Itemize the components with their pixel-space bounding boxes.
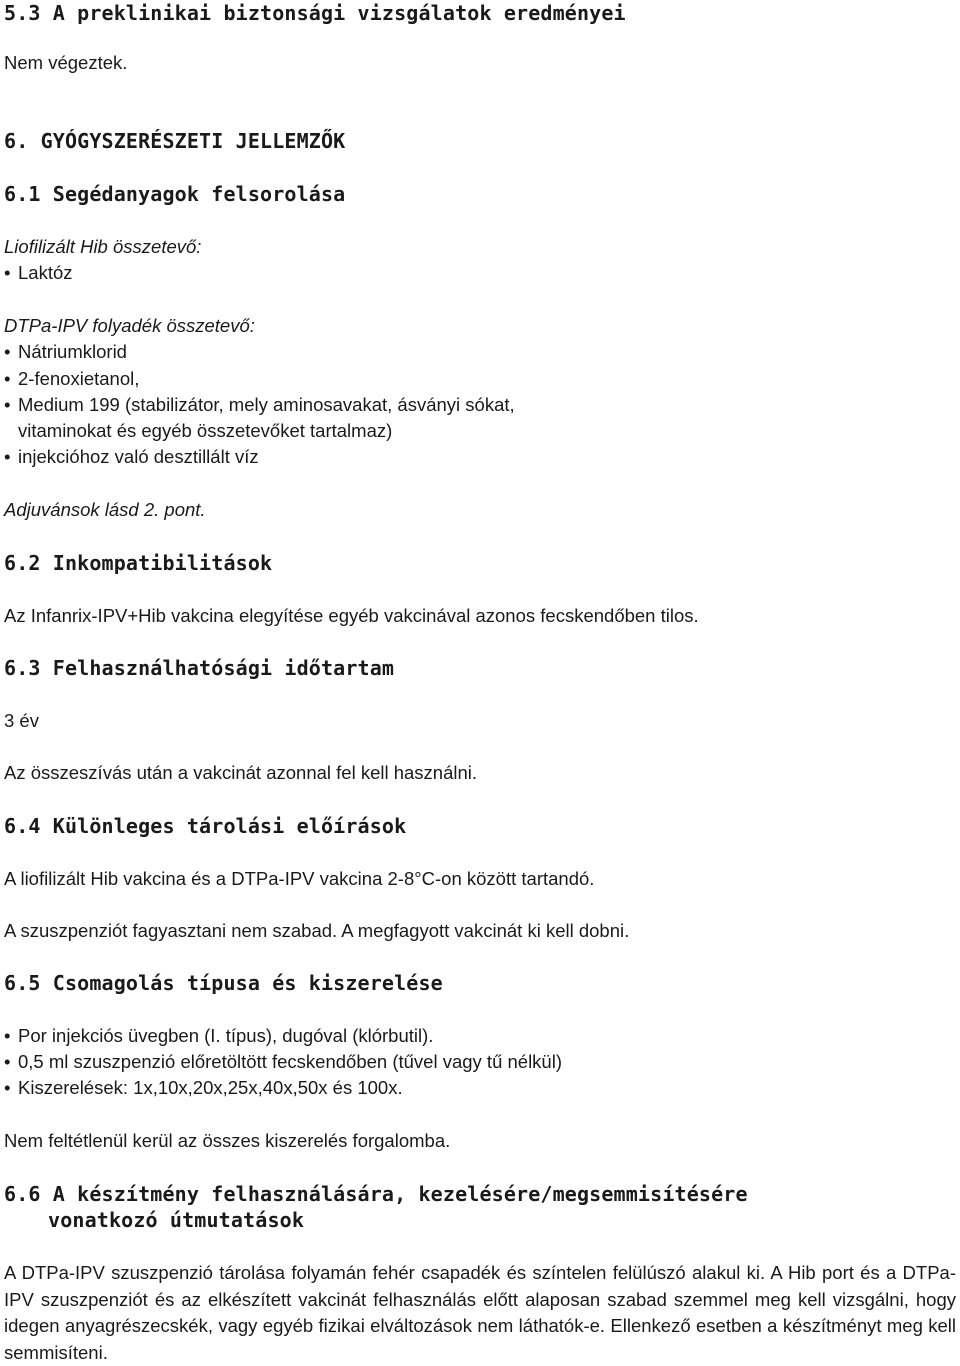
bullet-icon: •	[4, 1051, 11, 1072]
bullet-icon: •	[4, 446, 11, 467]
storage-temperature-text: A liofilizált Hib vakcina és a DTPa-IPV vakcina 2-8°C-on között tartandó.	[4, 868, 595, 889]
section-5-3-text: Nem végeztek.	[4, 52, 128, 73]
section-6-heading: 6. GYÓGYSZERÉSZETI JELLEMZŐK	[4, 129, 346, 153]
section-5-3-heading: 5.3 A preklinikai biztonsági vizsgálatok eredményei	[4, 1, 626, 25]
dtpa-component-label: DTPa-IPV folyadék összetevő:	[4, 315, 255, 336]
list-item-continuation: vitaminokat és egyéb összetevőket tartalmaz)	[18, 420, 393, 441]
handling-instructions-text: A DTPa-IPV szuszpenzió tárolása folyamán fehér csapadék és színtelen felülúszó alakul ki. A Hib port és a DTPa-IPV szuszpenziót és az elkészített vakcinát felhasználás előtt alaposan szabad szemmel meg kell vizsgálni, hogy idegen anyagrészecskék, vagy egyéb fizikai elváltozások nem láthatók-e. Ellenkező esetben a készítményt meg kell semmisíteni.	[4, 1262, 956, 1363]
list-item: • Nátriumklorid	[4, 339, 960, 365]
bullet-icon: •	[4, 394, 11, 415]
section-6-2-heading: 6.2 Inkompatibilitások	[4, 551, 273, 575]
list-item: • 0,5 ml szuszpenzió előretöltött fecskendőben (tűvel vagy tű nélkül)	[4, 1049, 960, 1075]
section-6-4-heading: 6.4 Különleges tárolási előírások	[4, 814, 407, 838]
bullet-icon: •	[4, 262, 11, 283]
after-reconstitution-text: Az összeszívás után a vakcinát azonnal fel kell használni.	[4, 762, 478, 783]
list-item: • Laktóz	[4, 260, 960, 286]
shelf-life-text: 3 év	[4, 710, 39, 731]
freezing-warning-text: A szuszpenziót fagyasztani nem szabad. A megfagyott vakcinát ki kell dobni.	[4, 920, 630, 941]
list-item: • injekcióhoz való desztillált víz	[4, 444, 960, 470]
hib-component-label: Liofilizált Hib összetevő:	[4, 236, 202, 257]
section-6-6-heading-continuation: vonatkozó útmutatások	[48, 1208, 305, 1232]
list-item: • Kiszerelések: 1x,10x,20x,25x,40x,50x és 100x.	[4, 1075, 960, 1101]
section-6-5-heading: 6.5 Csomagolás típusa és kiszerelése	[4, 971, 443, 995]
section-6-3-heading: 6.3 Felhasználhatósági időtartam	[4, 656, 395, 680]
list-item: • Por injekciós üvegben (I. típus), dugóval (klórbutil).	[4, 1023, 960, 1049]
marketing-note: Nem feltétlenül kerül az összes kiszerelés forgalomba.	[4, 1130, 451, 1151]
bullet-icon: •	[4, 368, 11, 389]
bullet-icon: •	[4, 1025, 11, 1046]
bullet-icon: •	[4, 341, 11, 362]
list-item: • 2-fenoxietanol,	[4, 366, 960, 392]
list-item: • Medium 199 (stabilizátor, mely aminosavakat, ásványi sókat,	[4, 392, 960, 418]
bullet-icon: •	[4, 1077, 11, 1098]
adjuvants-note: Adjuvánsok lásd 2. pont.	[4, 499, 206, 520]
section-6-2-text: Az Infanrix-IPV+Hib vakcina elegyítése egyéb vakcinával azonos fecskendőben tilos.	[4, 605, 699, 626]
section-6-1-heading: 6.1 Segédanyagok felsorolása	[4, 182, 346, 206]
section-6-6-heading: 6.6 A készítmény felhasználására, kezelésére/megsemmisítésére	[4, 1182, 748, 1206]
